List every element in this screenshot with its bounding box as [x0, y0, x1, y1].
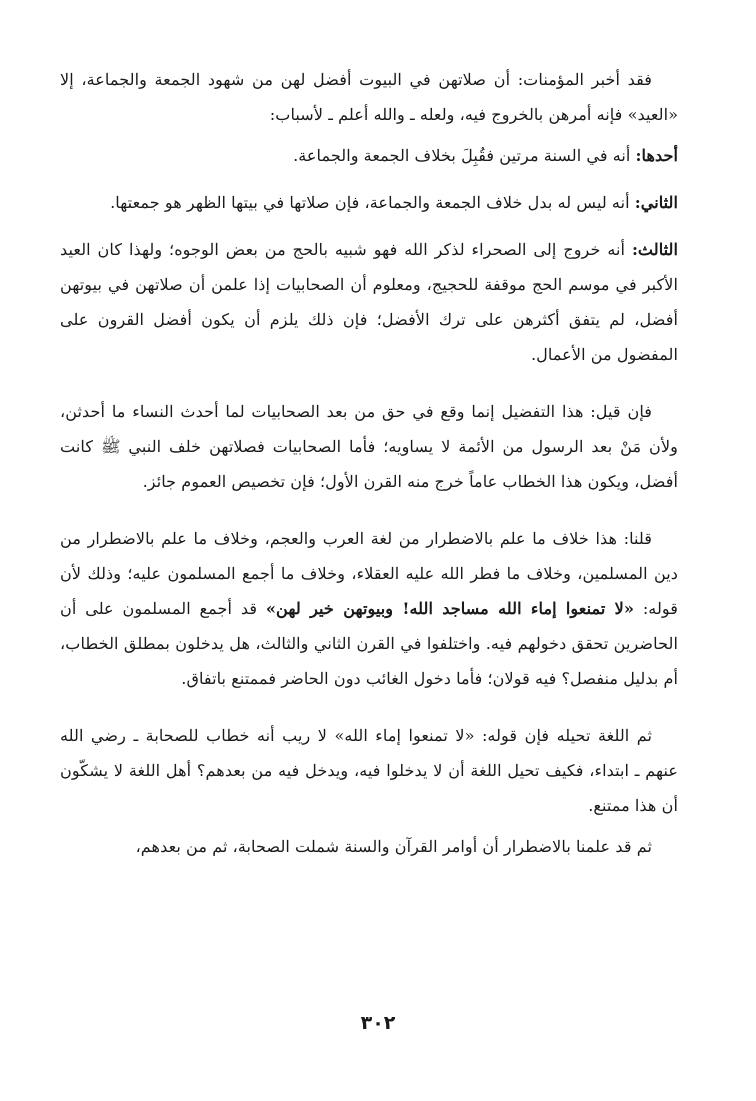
reason-lead-label: أحدها: — [635, 146, 678, 165]
paragraph-reply — [60, 521, 678, 696]
paragraph-text: ثم اللغة تحيله فإن قوله: «لا تمنعوا إماء الله» لا ريب أنه خطاب للصحابة ـ رضي الله عنهم ـ ابتداء، فكيف تحيل اللغة أن لا يدخلوا فيه، ويدخل فيه من بعدهم؟ أهل اللغة لا يشكّون أن هذا ممتنع. — [60, 726, 678, 815]
page-number: ٣٠٢ — [360, 1012, 396, 1034]
paragraph-text: فقد أخبر المؤمنات: أن صلاتهن في البيوت أفضل لهن من شهود الجمعة والجماعة، إلا «العيد» فإنه أمرهن بالخروج فيه، ولعله ـ والله أعلم ـ لأسباب: — [60, 70, 678, 124]
paragraph-intro — [60, 62, 678, 132]
paragraph-second-reason — [60, 185, 678, 220]
paragraph-text: فإن قيل: هذا التفضيل إنما وقع في حق من بعد الصحابيات لما أحدث النساء ما أحدثن، ولأن مَنْ بعد الرسول من الأئمة لا يساويه؛ فأما الصحابيات فصلاتهن خلف النبي ﷺ كانت أفضل، ويكون هذا الخطاب عاماً خرج منه القرن الأول؛ فإن تخصيص العموم جائز. — [60, 402, 678, 491]
paragraph-text: ثم قد علمنا بالاضطرار أن أوامر القرآن والسنة شملت الصحابة، ثم من بعدهم، — [135, 837, 652, 856]
page-body — [60, 62, 678, 864]
paragraph-language-argument — [60, 718, 678, 823]
paragraph-text: أنه في السنة مرتين فقُبِلَ بخلاف الجمعة والجماعة. — [293, 146, 636, 165]
hadith-quote: «لا تمنعوا إماء الله مساجد الله! وبيوتهن خير لهن» — [265, 599, 634, 618]
paragraph-continuation — [60, 829, 678, 864]
paragraph-first-reason — [60, 138, 678, 173]
reason-lead-label: الثالث: — [631, 240, 678, 259]
reason-lead-label: الثاني: — [634, 193, 678, 212]
paragraph-objection — [60, 394, 678, 499]
paragraph-third-reason — [60, 232, 678, 372]
paragraph-text: أنه خروج إلى الصحراء لذكر الله فهو شبيه بالحج من بعض الوجوه؛ ولهذا كان العيد الأكبر في موسم الحج موقفة للحجيج، ومعلوم أن الصحابيات إذا علمن أن صلاتهن في بيوتهن أفضل، لم يتفق أكثرهن على ترك الأفضل؛ فإن ذلك يلزم أن يكون أفضل القرون على المفضول من الأعمال. — [60, 240, 678, 364]
paragraph-text: أنه ليس له بدل خلاف الجمعة والجماعة، فإن صلاتها في بيتها الظهر هو جمعتها. — [110, 193, 635, 212]
paragraph-text: قلنا: هذا خلاف ما علم بالاضطرار من لغة العرب والعجم، وخلاف ما علم بالاضطرار من دين المسلمين، وخلاف ما فطر الله عليه العقلاء، وخلاف ما أجمع المسلمون عليه؛ وذلك لأن قوله: — [60, 529, 678, 618]
paragraph-text: قد أجمع المسلمون على أن الحاضرين تحقق دخولهم فيه. واختلفوا في القرن الثاني والثالث، هل يدخلون بمطلق الخطاب، أم بدليل منفصل؟ فيه قولان؛ فأما دخول الغائب دون الحاضر فممتنع باتفاق. — [60, 599, 678, 688]
